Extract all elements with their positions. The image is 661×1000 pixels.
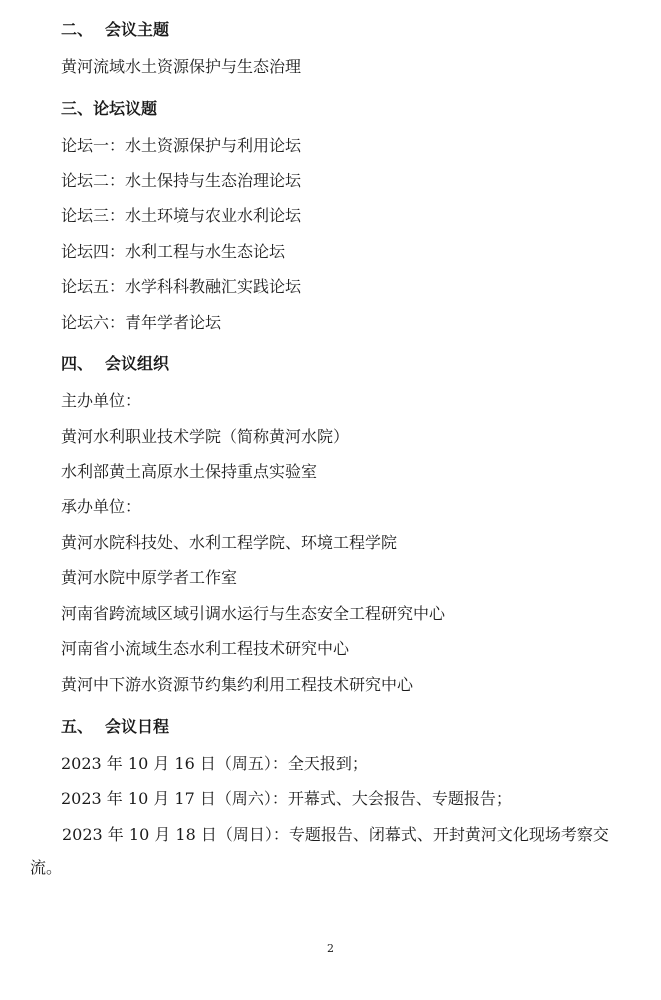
- section-heading-organization: 四、 会议组织: [61, 354, 170, 373]
- host-item: 黄河水利职业技术学院（简称黄河水院）: [61, 427, 350, 446]
- schedule-item: 2023 年 10 月 17 日（周六）：开幕式、大会报告、专题报告；: [61, 789, 512, 808]
- section-heading-forums: 三、论坛议题: [61, 99, 158, 118]
- section-heading-theme: 二、 会议主题: [61, 20, 170, 39]
- organizer-item: 河南省跨流域区域引调水运行与生态安全工程研究中心: [61, 604, 446, 623]
- organizer-item: 黄河中下游水资源节约集约利用工程技术研究中心: [61, 675, 414, 694]
- theme-text: 黄河流域水土资源保护与生态治理: [61, 57, 302, 76]
- schedule-item: 2023 年 10 月 18 日（周日）：专题报告、闭幕式、开封黄河文化现场考察交流。: [30, 825, 609, 877]
- forum-item: 论坛六：青年学者论坛: [61, 313, 222, 332]
- page-number: 2: [327, 942, 334, 955]
- organizer-item: 黄河水院科技处、水利工程学院、环境工程学院: [61, 533, 398, 552]
- forum-item: 论坛一：水土资源保护与利用论坛: [61, 136, 302, 155]
- forum-item: 论坛四：水利工程与水生态论坛: [61, 242, 286, 261]
- section-heading-schedule: 五、 会议日程: [61, 717, 170, 736]
- organizer-label: 承办单位：: [61, 497, 142, 516]
- organizer-item: 黄河水院中原学者工作室: [61, 568, 238, 587]
- schedule-item: 2023 年 10 月 16 日（周五）：全天报到；: [61, 754, 368, 773]
- forum-item: 论坛五：水学科科教融汇实践论坛: [61, 277, 302, 296]
- forum-item: 论坛二：水土保持与生态治理论坛: [61, 171, 302, 190]
- host-label: 主办单位：: [61, 391, 142, 410]
- host-item: 水利部黄土高原水土保持重点实验室: [61, 462, 318, 481]
- organizer-item: 河南省小流域生态水利工程技术研究中心: [61, 639, 350, 658]
- forum-item: 论坛三：水土环境与农业水利论坛: [61, 206, 302, 225]
